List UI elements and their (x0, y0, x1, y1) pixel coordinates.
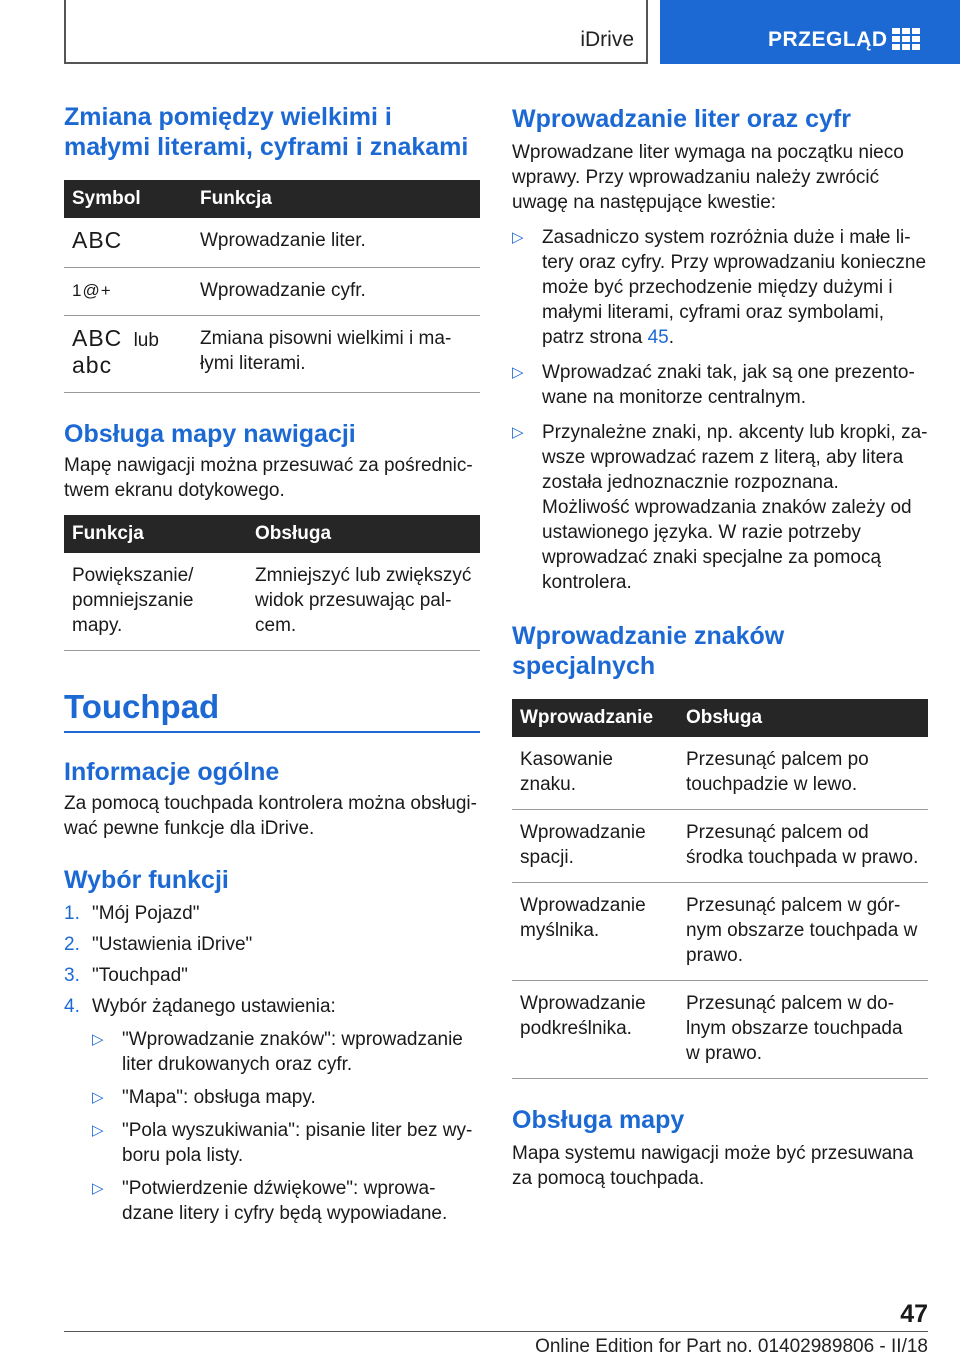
symbol-table (64, 180, 480, 393)
page-number: 47 (900, 1300, 928, 1328)
table-cell: Przesunąć palcem w gór-nym obszarze touchpada w prawo. (678, 883, 928, 981)
chapter-title: Touchpad (64, 687, 480, 733)
special-chars-table (512, 699, 928, 1079)
table-header: Obsługa (678, 699, 928, 737)
table-cell: Przesunąć palcem po touchpadzie w lewo. (678, 737, 928, 810)
table-row (64, 268, 480, 316)
table-header: Symbol (64, 180, 192, 218)
list-item: ▷ Wprowadzać znaki tak, jak są one prezento-wane na monitorze centralnym. (512, 362, 915, 408)
digits-symbol-icon: 1@+ (72, 281, 112, 300)
table-row (512, 883, 928, 981)
table-row (64, 553, 480, 651)
triangle-bullet-icon: ▷ (512, 364, 524, 381)
footer-divider (64, 1331, 928, 1332)
header-title: iDrive (580, 28, 634, 51)
overview-tab-label: PRZEGLĄD (768, 28, 888, 51)
paragraph: Mapę nawigacji można przesuwać za pośrednic-twem ekranu dotykowego. (64, 455, 473, 501)
numbered-list (64, 901, 480, 1019)
table-header: Wprowadzanie (512, 699, 678, 737)
triangle-bullet-icon: ▷ (92, 1031, 104, 1048)
bullet-list (512, 225, 928, 595)
triangle-bullet-icon: ▷ (512, 424, 524, 441)
table-cell: Kasowanie znaku. (512, 737, 678, 810)
table-cell: Powiększanie/ pomniejszanie mapy. (64, 553, 247, 651)
table-row (512, 810, 928, 883)
symbol-or-label: lub (133, 330, 159, 351)
sub-bullet-list (92, 1027, 480, 1226)
table-row (512, 737, 928, 810)
lowercase-abc-symbol-icon: abc (72, 352, 113, 378)
list-item: ▷ Przynależne znaki, np. akcenty lub kropki, za-wsze wprowadzać razem z literą, aby litera została jednoznacznie rozpoznana. Możliwość wprowadzania znaków zależy od ustawionego języka. W razie potrzeby wprowadzać znaki specjalne za pomocą kontrolera. (512, 422, 928, 593)
table-header: Funkcja (64, 515, 247, 553)
list-item: ▷ Zasadniczo system rozróżnia duże i małe li-tery oraz cyfry. Przy wprowadzaniu konieczne może być przechodzenie między dużymi i małymi literami, cyframi oraz symbolami, patrz strona 45. (512, 227, 927, 348)
list-item: ▷ "Mapa": obsługa mapy. (92, 1087, 316, 1108)
section-title-map: Obsługa mapy nawigacji (64, 420, 356, 448)
section-title-letters-digits: Wprowadzanie liter oraz cyfr (512, 105, 851, 133)
left-column (64, 100, 480, 1226)
table-cell: Przesunąć palcem od środka touchpada w prawo. (678, 810, 928, 883)
header-box (64, 0, 648, 64)
edition-footer: Online Edition for Part no. 01402989806 - II/18 (535, 1336, 928, 1357)
table-cell: Wprowadzanie liter. (192, 218, 480, 268)
table-cell: Wprowadzanie podkreślnika. (512, 981, 678, 1079)
list-item: 2. "Ustawienia iDrive" (64, 934, 253, 955)
table-row (64, 218, 480, 268)
table-cell: Zmniejszyć lub zwiększyć widok przesuwając pal-cem. (247, 553, 480, 651)
list-item: ▷ "Potwierdzenie dźwiękowe": wprowa-dzane litery i cyfry będą wypowiadane. (92, 1178, 448, 1224)
table-header: Obsługa (247, 515, 480, 553)
table-row (64, 316, 480, 393)
table-header: Funkcja (192, 180, 480, 218)
section-title-general: Informacje ogólne (64, 758, 280, 786)
map-table (64, 515, 480, 651)
list-item: ▷ "Pola wyszukiwania": pisanie liter bez wy-boru pola listy. (92, 1120, 473, 1166)
paragraph: Za pomocą touchpada kontrolera można obsługi-wać pewne funkcje dla iDrive. (64, 793, 477, 839)
paragraph: Wprowadzane liter wymaga na początku nieco wprawy. Przy wprowadzaniu należy zwrócić uwagę na następujące kwestie: (512, 142, 904, 213)
abc-symbol-icon: ABC (72, 325, 123, 351)
triangle-bullet-icon: ▷ (92, 1122, 104, 1139)
list-item: ▷ "Wprowadzanie znaków": wprowadzanie liter drukowanych oraz cyfr. (92, 1029, 463, 1075)
table-cell: Wprowadzanie spacji. (512, 810, 678, 883)
abc-symbol-icon: ABC (72, 227, 123, 253)
table-cell: Przesunąć palcem w do-lnym obszarze touchpada w prawo. (678, 981, 928, 1079)
triangle-bullet-icon: ▷ (92, 1180, 104, 1197)
grid-icon (892, 28, 920, 52)
paragraph: Mapa systemu nawigacji może być przesuwana za pomocą touchpada. (512, 1143, 914, 1189)
section-title-special-chars: Wprowadzanie znaków specjalnych (512, 622, 785, 680)
list-item: 3. "Touchpad" (64, 965, 188, 986)
table-cell: Wprowadzanie myślnika. (512, 883, 678, 981)
right-column (512, 100, 928, 1191)
page-link[interactable]: 45 (647, 327, 669, 348)
overview-tab[interactable] (660, 0, 960, 64)
table-cell: Wprowadzanie cyfr. (192, 268, 480, 316)
table-cell: Zmiana pisowni wielkimi i ma-łymi literami. (192, 316, 480, 393)
table-row (512, 981, 928, 1079)
triangle-bullet-icon: ▷ (92, 1089, 104, 1106)
triangle-bullet-icon: ▷ (512, 229, 524, 246)
list-item: 1. "Mój Pojazd" (64, 903, 200, 924)
section-title-map-operation: Obsługa mapy (512, 1106, 685, 1134)
list-item: 4. Wybór żądanego ustawienia: (64, 996, 336, 1017)
section-title-function-select: Wybór funkcji (64, 866, 229, 894)
section-title-case-switch: Zmiana pomiędzy wielkimi i małymi literami, cyframi i znakami (64, 103, 469, 161)
